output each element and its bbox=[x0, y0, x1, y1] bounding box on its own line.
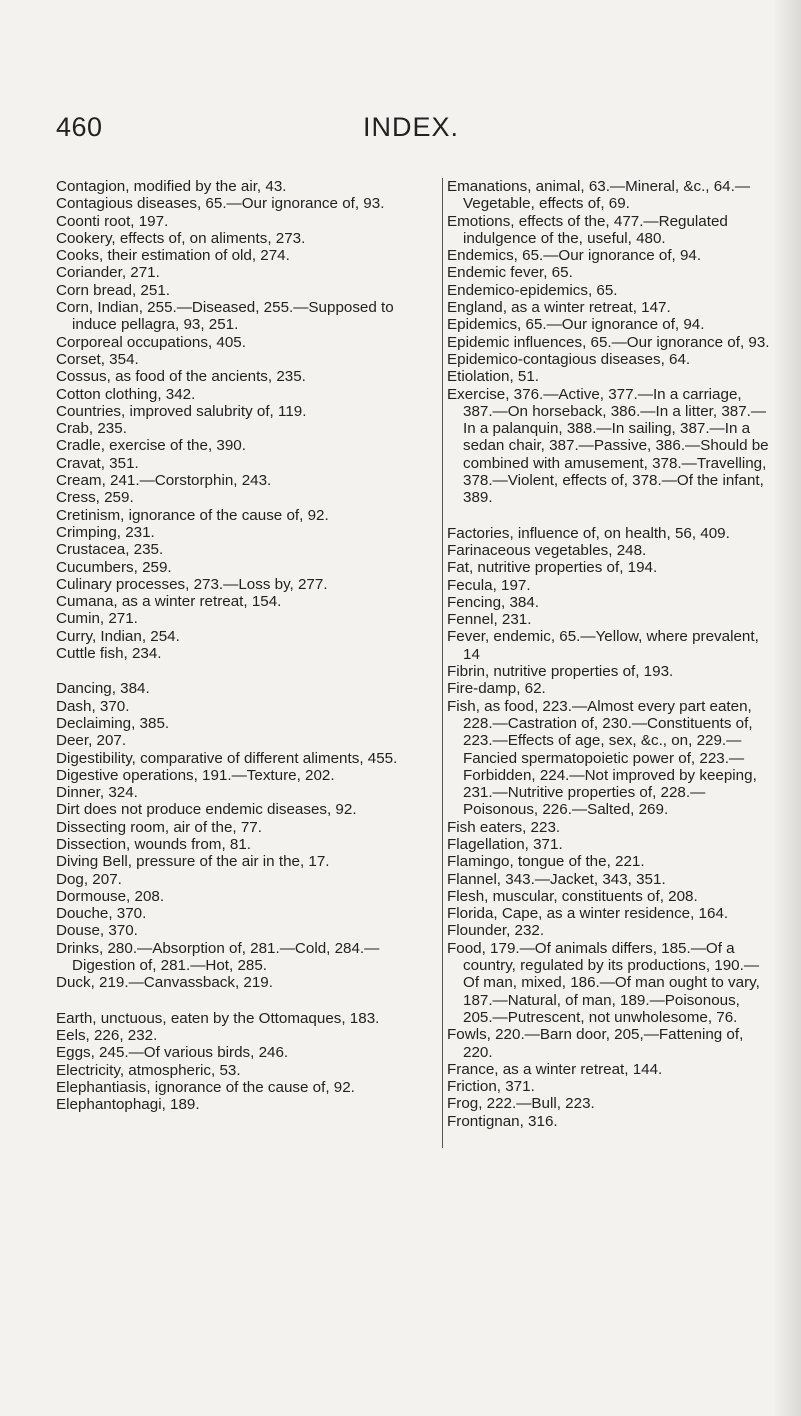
index-entry: Crimping, 231. bbox=[56, 523, 155, 541]
index-entry: Corn, Indian, 255.—Diseased, 255.—Supposed to induce pellagra, 93, 251. bbox=[56, 299, 394, 334]
index-entry: Culinary processes, 273.—Loss by, 277. bbox=[56, 575, 328, 593]
index-entry: Fish, as food, 223.—Almost every part eaten, 228.—Castration of, 230.—Constituents of, 223.—Effects of age, sex, &c., on, 229.—Fancied spermatopoietic power of, 223.—Forbidden, 224.—Not improved by keeping, 231.—Nutritive properties of, 228.—Poisonous, 226.—Salted, 269. bbox=[447, 697, 757, 819]
index-entry: Crustacea, 235. bbox=[56, 541, 164, 559]
index-entry: Curry, Indian, 254. bbox=[56, 627, 180, 645]
index-entry: Digestive operations, 191.—Texture, 202. bbox=[56, 766, 335, 784]
index-entry: Emanations, animal, 63.—Mineral, &c., 64.—Vegetable, effects of, 69. bbox=[447, 178, 751, 213]
index-entry: Dormouse, 208. bbox=[56, 887, 165, 905]
index-entry: Douse, 370. bbox=[56, 922, 138, 940]
index-entry: Food, 179.—Of animals differs, 185.—Of a country, regulated by its productions, 190.—Of man, mixed, 186.—Of man ought to vary, 187.—Natural, of man, 189.—Poisonous, 205.—Putrescent, not unwholesome, 76. bbox=[447, 939, 760, 1026]
index-letter-group bbox=[56, 1010, 428, 1114]
index-entry: Fennel, 231. bbox=[447, 611, 532, 629]
index-column-right bbox=[442, 178, 772, 1148]
index-entry: Endemic fever, 65. bbox=[447, 264, 573, 282]
index-entry: Flagellation, 371. bbox=[447, 835, 563, 853]
index-entry: Cress, 259. bbox=[56, 489, 134, 507]
index-entry: Exercise, 376.—Active, 377.—In a carriage, 387.—On horseback, 386.—In a litter, 387.—In a palanquin, 388.—In sailing, 387.—In a sedan chair, 387.—Passive, 386.—Should be combined with amusement, 378.—Travelling, 378.—Violent, effects of, 378.—Of the infant, 389. bbox=[447, 385, 769, 507]
index-entry: Cumin, 271. bbox=[56, 610, 138, 628]
index-letter-group bbox=[447, 525, 772, 1130]
index-entry: Cossus, as food of the ancients, 235. bbox=[56, 368, 306, 386]
index-entry: Dinner, 324. bbox=[56, 784, 138, 802]
index-entry: Corn bread, 251. bbox=[56, 281, 170, 299]
index-entry: Elephantiasis, ignorance of the cause of, 92. bbox=[56, 1078, 355, 1096]
index-entry: Cookery, effects of, on aliments, 273. bbox=[56, 229, 306, 247]
index-entry: Duck, 219.—Canvassback, 219. bbox=[56, 974, 273, 992]
index-entry: Epidemics, 65.—Our ignorance of, 94. bbox=[447, 316, 705, 334]
index-entry: Countries, improved salubrity of, 119. bbox=[56, 402, 307, 420]
index-entry: Endemico-epidemics, 65. bbox=[447, 281, 618, 299]
index-entry: Fever, endemic, 65.—Yellow, where prevalent, 14 bbox=[447, 628, 759, 663]
index-entry: Fowls, 220.—Barn door, 205,—Fattening of, 220. bbox=[447, 1026, 744, 1061]
index-entry: Dissection, wounds from, 81. bbox=[56, 835, 251, 853]
index-entry: Drinks, 280.—Absorption of, 281.—Cold, 284.—Digestion of, 281.—Hot, 285. bbox=[56, 939, 380, 975]
index-entry: Cotton clothing, 342. bbox=[56, 385, 196, 403]
index-column-left bbox=[56, 178, 428, 1131]
index-entry: Electricity, atmospheric, 53. bbox=[56, 1061, 241, 1079]
index-entry: Dog, 207. bbox=[56, 870, 122, 888]
index-entry: Flesh, muscular, constituents of, 208. bbox=[447, 887, 698, 905]
index-entry: Fibrin, nutritive properties of, 193. bbox=[447, 663, 674, 681]
index-entry: Frontignan, 316. bbox=[447, 1112, 558, 1130]
index-entry: France, as a winter retreat, 144. bbox=[447, 1060, 663, 1078]
index-entry: Coonti root, 197. bbox=[56, 212, 169, 230]
index-letter-group bbox=[56, 178, 428, 662]
index-entry: Cooks, their estimation of old, 274. bbox=[56, 247, 290, 265]
index-entry: Fecula, 197. bbox=[447, 576, 531, 594]
index-entry: Etiolation, 51. bbox=[447, 368, 540, 386]
index-entry: Cucumbers, 259. bbox=[56, 558, 172, 576]
index-entry: Fire-damp, 62. bbox=[447, 680, 546, 698]
running-head: INDEX. bbox=[363, 112, 460, 142]
index-entry: Factories, influence of, on health, 56, 409. bbox=[447, 524, 730, 542]
index-entry: Dancing, 384. bbox=[56, 680, 150, 698]
index-entry: Cumana, as a winter retreat, 154. bbox=[56, 593, 282, 611]
index-entry: Douche, 370. bbox=[56, 905, 147, 923]
index-entry: Earth, unctuous, eaten by the Ottomaques, 183. bbox=[56, 1009, 380, 1027]
index-entry: Dirt does not produce endemic diseases, 92. bbox=[56, 801, 357, 819]
index-entry: Epidemic influences, 65.—Our ignorance of, 93. bbox=[447, 333, 770, 351]
index-entry: Friction, 371. bbox=[447, 1078, 535, 1096]
page-edge-shadow bbox=[773, 0, 801, 1416]
index-entry: Fat, nutritive properties of, 194. bbox=[447, 559, 658, 577]
index-entry: Coriander, 271. bbox=[56, 264, 160, 282]
index-entry: Eggs, 245.—Of various birds, 246. bbox=[56, 1044, 289, 1062]
index-entry: England, as a winter retreat, 147. bbox=[447, 299, 671, 317]
index-entry: Endemics, 65.—Our ignorance of, 94. bbox=[447, 247, 702, 265]
index-entry: Declaiming, 385. bbox=[56, 714, 170, 732]
index-entry: Cravat, 351. bbox=[56, 454, 139, 472]
index-entry: Fencing, 384. bbox=[447, 593, 540, 611]
index-entry: Diving Bell, pressure of the air in the, 17. bbox=[56, 853, 330, 871]
index-entry: Flannel, 343.—Jacket, 343, 351. bbox=[447, 870, 666, 888]
index-entry: Dissecting room, air of the, 77. bbox=[56, 818, 262, 836]
page-number: 460 bbox=[56, 112, 103, 142]
index-letter-group bbox=[447, 178, 772, 507]
index-entry: Emotions, effects of the, 477.—Regulated indulgence of the, useful, 480. bbox=[447, 212, 728, 247]
index-entry: Fish eaters, 223. bbox=[447, 818, 561, 836]
index-entry: Contagious diseases, 65.—Our ignorance of, 93. bbox=[56, 195, 385, 213]
index-entry: Elephantophagi, 189. bbox=[56, 1096, 200, 1114]
index-entry: Corset, 354. bbox=[56, 350, 139, 368]
index-letter-group bbox=[56, 680, 428, 991]
index-entry: Crab, 235. bbox=[56, 420, 127, 438]
index-entry: Flamingo, tongue of the, 221. bbox=[447, 853, 645, 871]
index-entry: Contagion, modified by the air, 43. bbox=[56, 178, 287, 195]
index-entry: Digestibility, comparative of different aliments, 455. bbox=[56, 749, 398, 767]
page-header bbox=[0, 112, 801, 152]
index-entry: Cretinism, ignorance of the cause of, 92. bbox=[56, 506, 329, 524]
index-entry: Cradle, exercise of the, 390. bbox=[56, 437, 246, 455]
index-entry: Flounder, 232. bbox=[447, 922, 545, 940]
index-entry: Eels, 226, 232. bbox=[56, 1026, 158, 1044]
index-entry: Florida, Cape, as a winter residence, 164. bbox=[447, 905, 729, 923]
index-entry: Deer, 207. bbox=[56, 732, 127, 750]
index-entry: Epidemico-contagious diseases, 64. bbox=[447, 350, 691, 368]
index-entry: Farinaceous vegetables, 248. bbox=[447, 541, 647, 559]
index-entry: Dash, 370. bbox=[56, 697, 130, 715]
index-entry: Cream, 241.—Corstorphin, 243. bbox=[56, 472, 272, 490]
index-entry: Cuttle fish, 234. bbox=[56, 645, 162, 663]
index-entry: Frog, 222.—Bull, 223. bbox=[447, 1095, 595, 1113]
index-entry: Corporeal occupations, 405. bbox=[56, 333, 246, 351]
